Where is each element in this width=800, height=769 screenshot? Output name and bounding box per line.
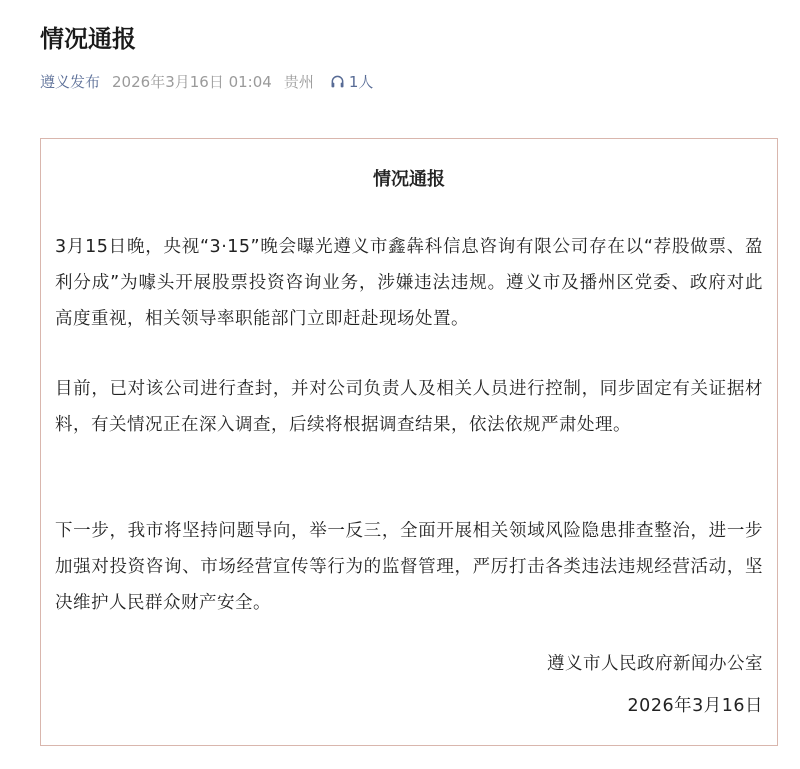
notice-paragraph: 目前，已对该公司进行查封，并对公司负责人及相关人员进行控制，同步固定有关证据材料，有关情况正在深入调查，后续将根据调查结果，依法依规严肃处理。 — [55, 379, 763, 435]
article-meta — [40, 70, 373, 92]
notice-paragraph: 3月15日晚，央视“3·15”晚会曝光遵义市鑫犇科信息咨询有限公司存在以“荐股做票、盈利分成”为噱头开展股票投资咨询业务，涉嫌违法违规。遵义市及播州区党委、政府对此高度重视，相关领导率职能部门立即赶赴现场处置。 — [55, 237, 763, 329]
signature-date: 2026年3月16日 — [627, 696, 763, 716]
listener-count: 1人 — [348, 72, 374, 91]
source-account-link[interactable]: 遵义发布 — [40, 72, 101, 91]
signature-organization: 遵义市人民政府新闻办公室 — [547, 654, 763, 674]
publish-datetime: 2026年3月16日 01:04 — [112, 72, 272, 91]
headphones-icon — [330, 74, 345, 89]
publish-region: 贵州 — [283, 72, 314, 91]
notice-card — [40, 138, 778, 746]
notice-heading: 情况通报 — [373, 169, 445, 190]
article-title: 情况通报 — [40, 25, 136, 53]
notice-paragraph: 下一步，我市将坚持问题导向，举一反三，全面开展相关领域风险隐患排查整治，进一步加强对投资咨询、市场经营宣传等行为的监督管理，严厉打击各类违法违规经营活动，坚决维护人民群众财产安全。 — [55, 521, 763, 613]
listen-button[interactable] — [330, 71, 374, 92]
